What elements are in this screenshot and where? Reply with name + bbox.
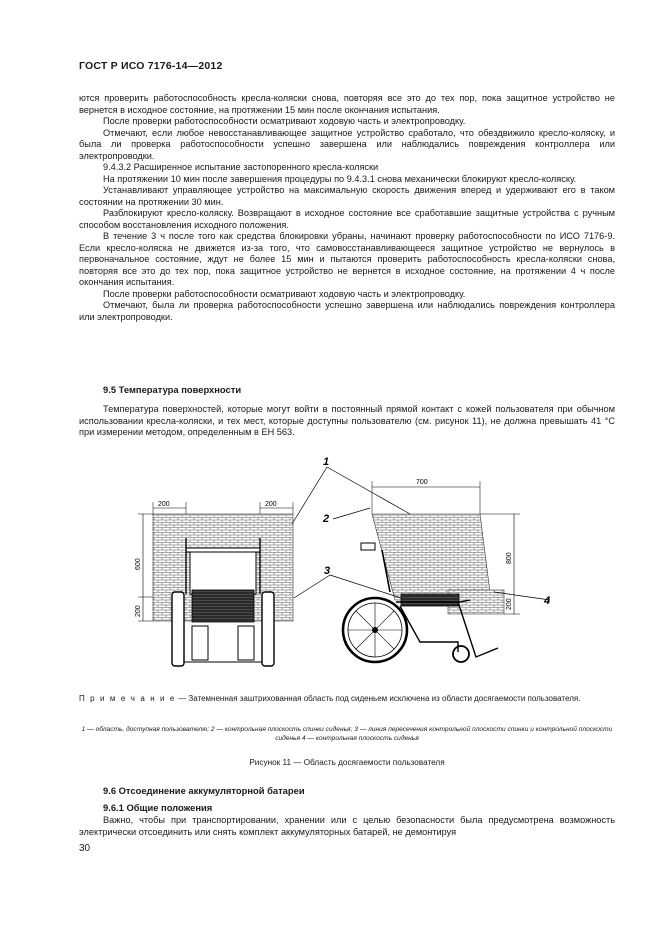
page-header: ГОСТ Р ИСО 7176-14—2012	[79, 60, 223, 72]
figure-note	[79, 693, 615, 704]
paragraph: Разблокируют кресло-коляску. Возвращают в исходное состояние все сработавшие защитные устройства с ручным способом восстановления исходного положения.	[79, 208, 615, 230]
paragraph: Устанавливают управляющее устройство на максимальную скорость движения вперед и удерживают его в таком состоянии на протяжении 30 мин.	[79, 185, 615, 207]
callout-4: 4	[544, 595, 551, 607]
figure-legend: 1 — область, доступная пользователю; 2 — контрольная плоскость спинки сиденья; 3 — линия пересечения контрольной плоскости спинки и контрольной плоскости сиденья 4 — контрольная плоскость сиденья	[81, 726, 613, 742]
paragraph: На протяжении 10 мин после завершения процедуры по 9.4.3.1 снова механически блокируют кресло-коляску.	[103, 173, 577, 184]
dim-front-below: 200	[135, 605, 142, 617]
page-number: 30	[79, 843, 91, 854]
paragraph: После проверки работоспособности осматривают ходовую часть и электропроводку.	[103, 288, 466, 299]
dim-front-left-width: 200	[158, 501, 170, 508]
callout-3: 3	[324, 565, 331, 577]
section-heading-9-6-1: 9.6.1 Общие положения	[103, 802, 213, 813]
side-view	[343, 479, 520, 662]
paragraph: После проверки работоспособности осматривают ходовую часть и электропроводку.	[103, 116, 466, 126]
body-text-top	[79, 93, 615, 323]
section-9-6-paragraph: Важно, чтобы при транспортировании, хранении или с целью безопасности была предусмотрена возможность электрически отсоединить или снять комплект аккумуляторных батарей, не демонтируя	[79, 815, 615, 837]
dim-front-height: 600	[135, 558, 142, 570]
section-heading-9-5: 9.5 Температура поверхности	[103, 384, 242, 395]
figure-11	[120, 452, 560, 684]
paragraph: Отмечают, если любое невосстанавливающее защитное устройство сработало, что обездвижило кресло-коляску, и была ли проверка работоспособности успешно завершена или наблюдались повреждения контроллера или электропроводки.	[79, 127, 615, 161]
note-label: П р и м е ч а н и е	[79, 694, 176, 703]
figure-caption: Рисунок 11 — Область досягаемости пользователя	[249, 758, 445, 767]
dim-side-height: 800	[506, 552, 513, 564]
paragraph: 9.4.3.2 Расширенное испытание застопоренного кресла-коляски	[103, 162, 379, 172]
dim-front-right-width: 200	[265, 501, 277, 508]
paragraph: ются проверить работоспособность кресла-коляски снова, повторяя все это до тех пор, пока защитное устройство не вернется в исходное состояние, на протяжении 15 мин после окончания испытания.	[79, 93, 615, 115]
note-text: — Затемненная заштрихованная область под сиденьем исключена из области досягаемости пользователя.	[175, 694, 581, 703]
section-heading-9-6: 9.6 Отсоединение аккумуляторной батареи	[103, 785, 305, 796]
dim-side-below: 200	[506, 598, 513, 610]
paragraph: В течение 3 ч после того как средства блокировки убраны, начинают проверку работоспособности по ИСО 7176-9. Если кресло-коляска не движется из-за того, что самовосстанавливающееся защитное устройство не вернулось в первоначальное состояние, ждут не более 15 мин и пытаются проверить работоспособность кресла-коляски снова, повторяя все это до тех пор, пока защитное устройство не вернется в исходное состояние, на протяжении 4 ч после окончания испытания.	[79, 231, 615, 287]
dim-side-width: 700	[416, 479, 428, 486]
callout-1: 1	[323, 456, 330, 468]
section-9-5-paragraph: Температура поверхностей, которые могут войти в постоянный прямой контакт с кожей пользователя при обычном использовании кресла-коляски, и тех мест, которые доступны пользователю (см. рисунок 11), не должна превышать 41 °С при измерении методом, определенным в ЕН 563.	[79, 404, 615, 437]
paragraph: Отмечают, была ли проверка работоспособности успешно завершена или наблюдались повреждения контроллера или электропроводки.	[79, 300, 615, 322]
front-view	[135, 501, 293, 666]
callout-2: 2	[323, 513, 330, 525]
